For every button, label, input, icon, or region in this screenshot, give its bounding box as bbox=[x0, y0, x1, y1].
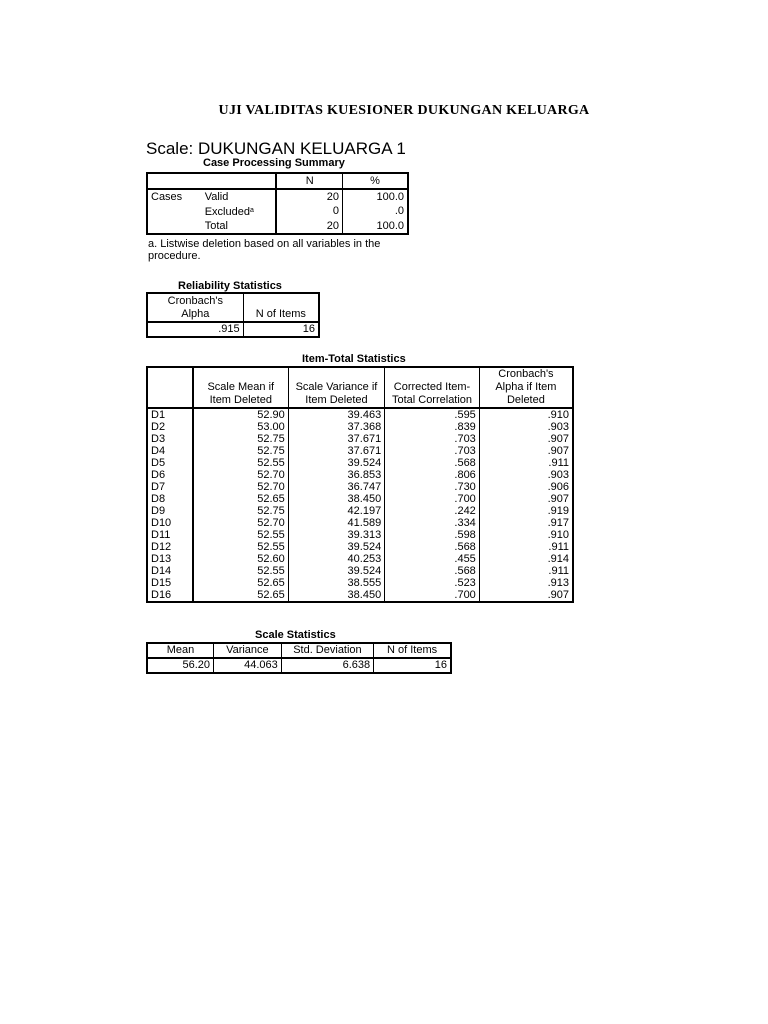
cps-footnote-line1: a. Listwise deletion based on all variables in the bbox=[148, 238, 381, 250]
cps-row-label: Total bbox=[204, 219, 228, 232]
case-processing-caption: Case Processing Summary bbox=[203, 157, 345, 169]
its-cell-item: D11 bbox=[151, 529, 171, 541]
item-total-caption: Item-Total Statistics bbox=[302, 353, 406, 365]
cps-footnote-line2: procedure. bbox=[148, 250, 201, 262]
table-row bbox=[147, 505, 573, 517]
its-cell-alpha: .907 bbox=[479, 589, 573, 602]
its-cell-var: 39.313 bbox=[288, 529, 384, 541]
table-row bbox=[147, 433, 573, 445]
its-cell-mean: 53.00 bbox=[193, 421, 288, 433]
its-cell-var: 37.368 bbox=[288, 421, 384, 433]
table-row bbox=[147, 408, 573, 421]
its-cell-corr: .839 bbox=[385, 421, 480, 433]
cps-group-label: Cases bbox=[151, 190, 183, 203]
item-total-table bbox=[146, 366, 574, 603]
its-cell-corr: .700 bbox=[385, 589, 480, 602]
its-cell-corr: .568 bbox=[385, 541, 480, 553]
ss-header-stddev: Std. Deviation bbox=[281, 643, 373, 658]
its-cell-corr: .730 bbox=[385, 481, 480, 493]
cps-header-n: N bbox=[276, 173, 342, 189]
ss-mean-value: 56.20 bbox=[182, 659, 211, 671]
its-cell-alpha: .906 bbox=[479, 481, 573, 493]
its-cell-alpha: .919 bbox=[479, 505, 573, 517]
ss-header-variance: Variance bbox=[214, 643, 282, 658]
cps-row-n: 20 bbox=[276, 219, 342, 234]
its-cell-mean: 52.75 bbox=[193, 433, 288, 445]
its-header-variance: Scale Variance if Item Deleted bbox=[288, 367, 384, 408]
its-cell-var: 37.671 bbox=[288, 445, 384, 457]
its-cell-corr: .455 bbox=[385, 553, 480, 565]
rel-header-alpha-l1: Cronbach's bbox=[167, 295, 223, 307]
its-cell-mean: 52.60 bbox=[193, 553, 288, 565]
its-cell-alpha: .911 bbox=[479, 541, 573, 553]
cps-footnote bbox=[148, 238, 380, 262]
its-cell-mean: 52.75 bbox=[193, 505, 288, 517]
its-cell-mean: 52.70 bbox=[193, 481, 288, 493]
its-cell-mean: 52.75 bbox=[193, 445, 288, 457]
cps-row-pct: .0 bbox=[343, 204, 408, 219]
its-cell-mean: 52.65 bbox=[193, 577, 288, 589]
reliability-caption: Reliability Statistics bbox=[178, 280, 282, 292]
cps-corner-2 bbox=[202, 173, 277, 189]
table-row bbox=[147, 481, 573, 493]
its-cell-corr: .568 bbox=[385, 565, 480, 577]
its-cell-var: 37.671 bbox=[288, 433, 384, 445]
its-cell-corr: .806 bbox=[385, 469, 480, 481]
rel-header-nitems: N of Items bbox=[243, 293, 319, 322]
its-cell-mean: 52.55 bbox=[193, 529, 288, 541]
its-cell-alpha: .910 bbox=[479, 529, 573, 541]
its-cell-var: 40.253 bbox=[288, 553, 384, 565]
its-cell-alpha: .903 bbox=[479, 469, 573, 481]
its-cell-alpha: .903 bbox=[479, 421, 573, 433]
its-cell-item: D13 bbox=[151, 553, 172, 565]
its-cell-alpha: .911 bbox=[479, 457, 573, 469]
table-row bbox=[147, 469, 573, 481]
its-cell-var: 38.450 bbox=[288, 493, 384, 505]
cps-row-n: 20 bbox=[276, 189, 342, 204]
rel-nitems-value: 16 bbox=[243, 322, 319, 337]
cps-row-pct: 100.0 bbox=[343, 219, 408, 234]
table-row bbox=[147, 445, 573, 457]
footnote-marker: a bbox=[249, 207, 254, 214]
its-cell-alpha: .907 bbox=[479, 433, 573, 445]
its-cell-var: 39.463 bbox=[288, 408, 384, 421]
its-cell-corr: .703 bbox=[385, 433, 480, 445]
case-processing-table bbox=[146, 172, 409, 235]
its-cell-var: 36.853 bbox=[288, 469, 384, 481]
its-cell-item: D10 bbox=[151, 517, 172, 529]
ss-variance-value: 44.063 bbox=[214, 658, 282, 673]
table-row bbox=[147, 529, 573, 541]
its-cell-corr: .595 bbox=[385, 408, 480, 421]
its-cell-mean: 52.70 bbox=[193, 517, 288, 529]
its-cell-corr: .334 bbox=[385, 517, 480, 529]
cps-row-label: Valid bbox=[204, 190, 229, 203]
its-cell-mean: 52.90 bbox=[193, 408, 288, 421]
its-cell-var: 39.524 bbox=[288, 457, 384, 469]
its-cell-item: D8 bbox=[151, 493, 166, 505]
its-cell-alpha: .910 bbox=[479, 408, 573, 421]
cps-header-pct: % bbox=[343, 173, 408, 189]
table-row bbox=[147, 421, 573, 433]
cps-row-label-excluded: Excluded$^a$ bbox=[204, 206, 254, 218]
its-cell-mean: 52.65 bbox=[193, 589, 288, 602]
scale-stats-caption: Scale Statistics bbox=[255, 629, 336, 641]
its-cell-var: 38.555 bbox=[288, 577, 384, 589]
its-cell-item: D5 bbox=[151, 457, 166, 469]
table-row bbox=[147, 541, 573, 553]
its-cell-alpha: .917 bbox=[479, 517, 573, 529]
its-cell-item: D14 bbox=[151, 565, 172, 577]
table-row bbox=[147, 565, 573, 577]
ss-header-nitems: N of Items bbox=[374, 643, 451, 658]
rel-header-alpha bbox=[147, 293, 243, 322]
its-cell-alpha: .907 bbox=[479, 493, 573, 505]
its-cell-corr: .703 bbox=[385, 445, 480, 457]
cps-row-pct: 100.0 bbox=[343, 189, 408, 204]
its-cell-item: D7 bbox=[151, 481, 166, 493]
its-cell-alpha: .913 bbox=[479, 577, 573, 589]
its-cell-item: D16 bbox=[151, 589, 172, 601]
its-cell-item: D2 bbox=[151, 421, 166, 433]
its-cell-mean: 52.70 bbox=[193, 469, 288, 481]
its-cell-item: D12 bbox=[151, 541, 172, 553]
table-row bbox=[147, 553, 573, 565]
document-title: UJI VALIDITAS KUESIONER DUKUNGAN KELUARGA bbox=[218, 103, 590, 118]
its-cell-corr: .242 bbox=[385, 505, 480, 517]
its-cell-var: 39.524 bbox=[288, 565, 384, 577]
its-cell-corr: .523 bbox=[385, 577, 480, 589]
reliability-table bbox=[146, 292, 320, 338]
rel-alpha-value: .915 bbox=[218, 323, 240, 335]
scale-stats-table bbox=[146, 642, 452, 674]
its-cell-item: D3 bbox=[151, 433, 166, 445]
its-cell-mean: 52.65 bbox=[193, 493, 288, 505]
table-row bbox=[147, 577, 573, 589]
its-cell-var: 38.450 bbox=[288, 589, 384, 602]
its-cell-mean: 52.55 bbox=[193, 457, 288, 469]
its-cell-mean: 52.55 bbox=[193, 541, 288, 553]
cps-corner bbox=[147, 173, 202, 189]
its-corner bbox=[147, 367, 193, 408]
its-cell-var: 41.589 bbox=[288, 517, 384, 529]
its-cell-corr: .598 bbox=[385, 529, 480, 541]
cps-row-n: 0 bbox=[276, 204, 342, 219]
its-cell-corr: .700 bbox=[385, 493, 480, 505]
its-cell-alpha: .911 bbox=[479, 565, 573, 577]
its-cell-alpha: .907 bbox=[479, 445, 573, 457]
ss-nitems-value: 16 bbox=[374, 658, 451, 673]
its-cell-item: D6 bbox=[151, 469, 166, 481]
table-row bbox=[147, 457, 573, 469]
its-cell-corr: .568 bbox=[385, 457, 480, 469]
its-header-alpha: Cronbach's Alpha if Item Deleted bbox=[479, 367, 573, 408]
its-cell-item: D4 bbox=[151, 445, 166, 457]
rel-header-alpha-l2: Alpha bbox=[181, 308, 210, 320]
its-header-correlation: Corrected Item- Total Correlation bbox=[385, 367, 480, 408]
its-cell-var: 42.197 bbox=[288, 505, 384, 517]
its-header-mean: Scale Mean if Item Deleted bbox=[193, 367, 288, 408]
table-row bbox=[147, 517, 573, 529]
its-cell-mean: 52.55 bbox=[193, 565, 288, 577]
its-cell-item: D1 bbox=[151, 409, 166, 421]
table-row bbox=[147, 493, 573, 505]
ss-stddev-value: 6.638 bbox=[281, 658, 373, 673]
its-cell-item: D15 bbox=[151, 577, 172, 589]
its-cell-var: 36.747 bbox=[288, 481, 384, 493]
its-cell-var: 39.524 bbox=[288, 541, 384, 553]
its-cell-item: D9 bbox=[151, 505, 166, 517]
table-row bbox=[147, 589, 573, 602]
ss-header-mean: Mean bbox=[147, 643, 214, 658]
its-cell-alpha: .914 bbox=[479, 553, 573, 565]
scale-heading: Scale: DUKUNGAN KELUARGA 1 bbox=[146, 139, 406, 158]
